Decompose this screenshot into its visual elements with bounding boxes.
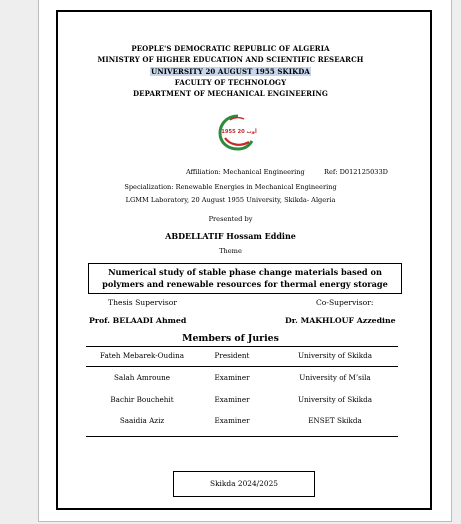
header-faculty: FACULTY OF TECHNOLOGY — [174, 78, 287, 87]
thesis-title-line2: polymers and renewable resources for thermal energy storage — [102, 279, 388, 289]
laboratory-text: LGMM Laboratory, 20 August 1955 University, Skikda- Algeria — [125, 196, 336, 204]
jury-bottom-rule — [86, 436, 398, 437]
jury-member-name: Bachir Bouchehit — [110, 395, 174, 404]
presented-by-label: Presented by — [208, 215, 253, 223]
jury-row — [0, 351, 461, 361]
jury-row — [0, 395, 461, 405]
jury-row-rule — [86, 366, 398, 367]
header-department: DEPARTMENT OF MECHANICAL ENGINEERING — [133, 89, 328, 98]
supervisor-label: Thesis Supervisor — [108, 298, 177, 307]
header-republic: PEOPLE'S DEMOCRATIC REPUBLIC OF ALGERIA — [131, 44, 330, 53]
theme-label: Theme — [219, 247, 242, 255]
jury-member-institution: ENSET Skikda — [308, 416, 362, 425]
affiliation-text: Affiliation: Mechanical Engineering — [186, 168, 305, 176]
supervisor-name: Prof. BELAADI Ahmed — [89, 316, 187, 325]
jury-member-institution: University of Skikda — [297, 351, 373, 360]
jury-top-rule — [86, 346, 398, 347]
jury-member-role: Examiner — [214, 416, 250, 425]
jury-row — [0, 416, 461, 426]
thesis-title-line1: Numerical study of stable phase change materials based on — [108, 267, 382, 277]
university-logo — [216, 112, 260, 152]
jury-member-role: President — [214, 351, 250, 360]
jury-title: Members of Juries — [182, 333, 279, 344]
jury-member-name: Fateh Mebarek-Oudina — [99, 351, 185, 360]
reference-text: Ref: D012125033D — [324, 168, 388, 176]
logo-text: 1955 أوت 20 — [221, 129, 257, 135]
header-ministry: MINISTRY OF HIGHER EDUCATION AND SCIENTIFIC RESEARCH — [97, 55, 364, 64]
jury-member-institution: University of M’sila — [299, 373, 371, 382]
cosupervisor-label: Co-Supervisor: — [316, 298, 374, 307]
footer-date: Skikda 2024/2025 — [210, 479, 278, 488]
jury-member-role: Examiner — [214, 395, 250, 404]
author-name: ABDELLATIF Hossam Eddine — [165, 231, 296, 241]
jury-member-name: Saaidia Aziz — [119, 416, 165, 425]
thesis-title-box — [88, 263, 402, 294]
jury-member-name: Salah Amroune — [114, 373, 170, 382]
header-university — [0, 67, 461, 76]
jury-member-role: Examiner — [214, 373, 250, 382]
specialization-text: Specialization: Renewable Energies in Mechanical Engineering — [124, 183, 337, 191]
university-highlighted-text[interactable]: UNIVERSITY 20 AUGUST 1955 SKIKDA — [151, 67, 310, 76]
cosupervisor-name: Dr. MAKHLOUF Azzedine — [285, 316, 396, 325]
footer-box — [173, 471, 315, 497]
jury-row — [0, 373, 461, 383]
jury-member-institution: University of Skikda — [297, 395, 373, 404]
